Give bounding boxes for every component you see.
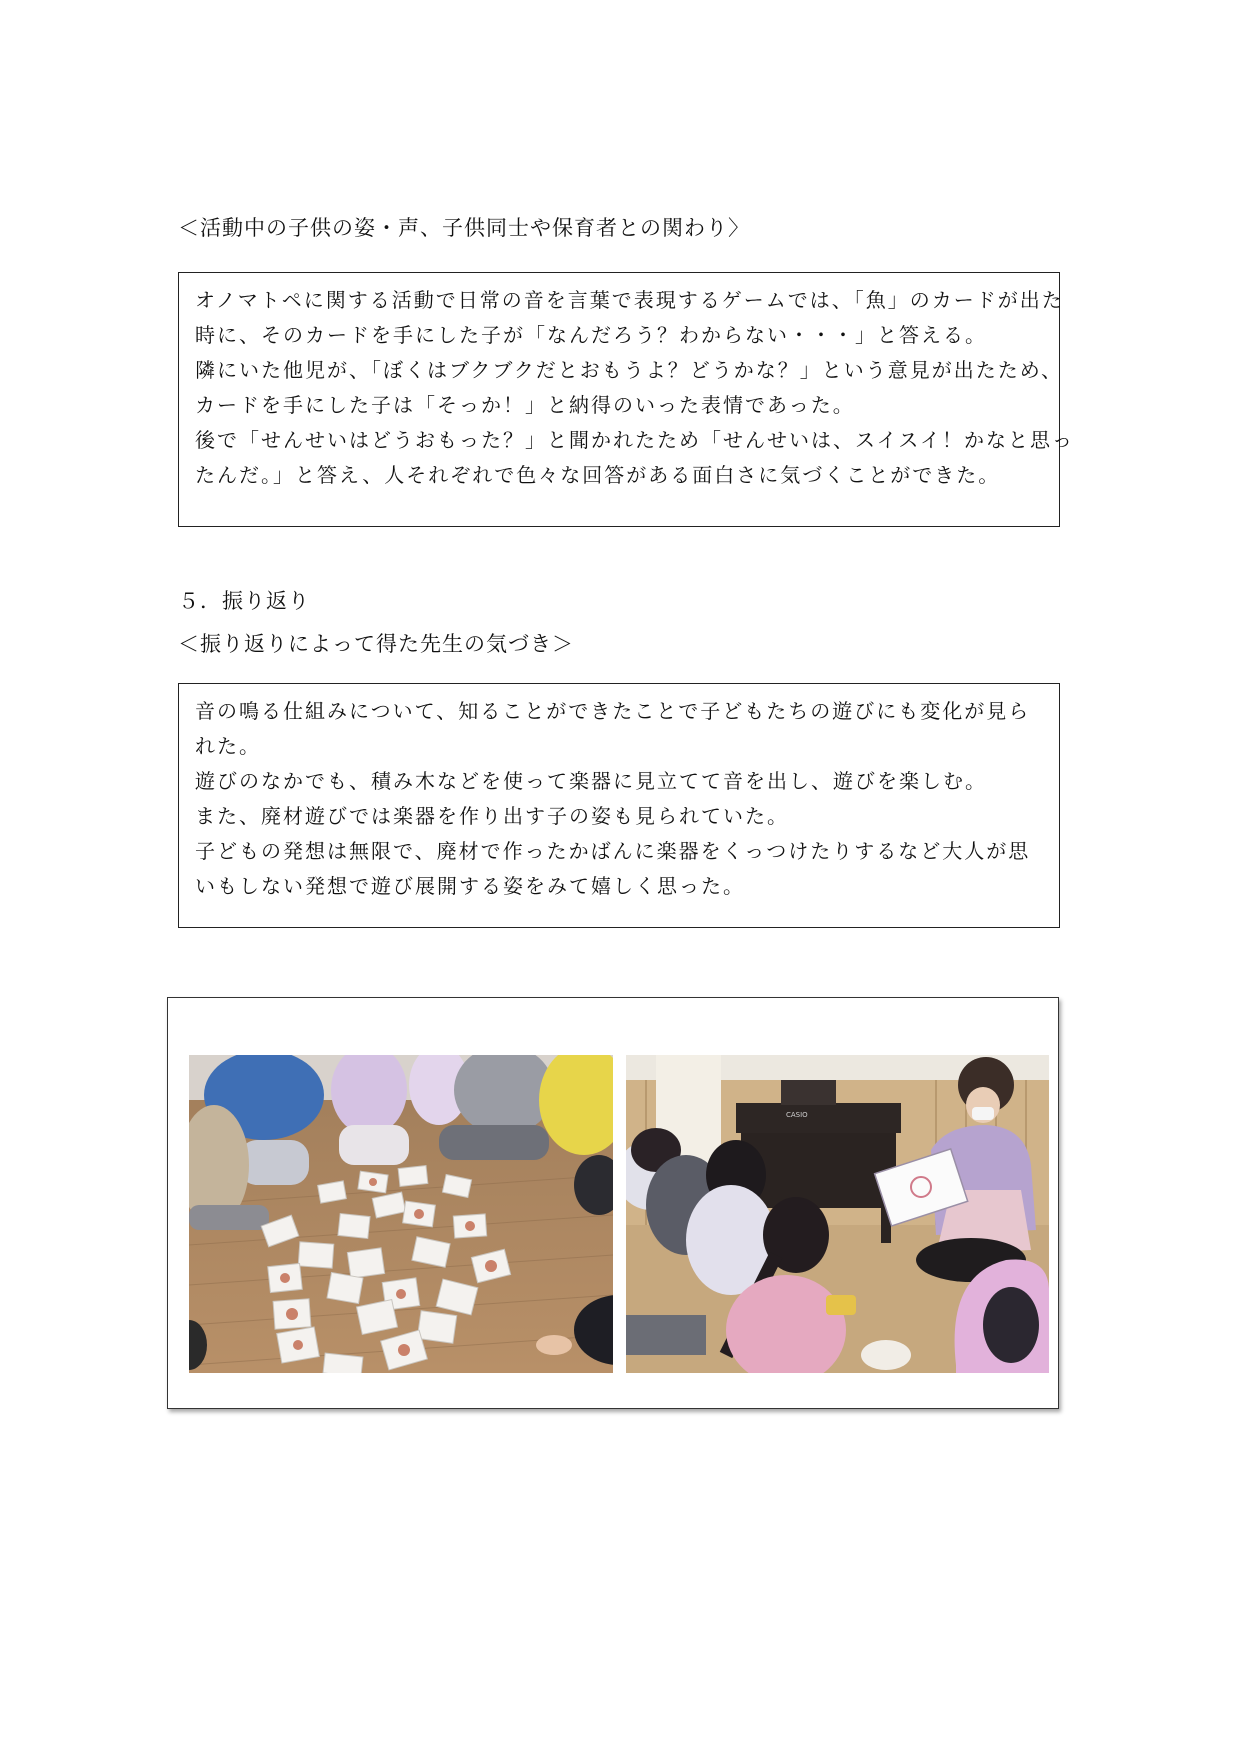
photo-frame [167, 997, 1059, 1409]
section2-line: 子どもの発想は無限で、廃材で作ったかばんに楽器をくっつけたりするなど大人が思 [195, 839, 1031, 863]
section1-line: 隣にいた他児が、「ぼくはブクブクだとおもうよ？どうかな？」という意見が出たため、 [195, 358, 1063, 382]
section1-text-box [178, 272, 1074, 527]
section2-line: また、廃材遊びでは楽器を作り出す子の姿も見られていた。 [195, 804, 789, 828]
section2-line: れた。 [195, 734, 261, 758]
section1-heading: ＜活動中の子供の姿・声、子供同士や保育者との関わり〉 [178, 216, 750, 240]
section2-text-box [178, 683, 1060, 928]
section2-heading: ＜振り返りによって得た先生の気づき＞ [178, 632, 574, 656]
section2-line: 音の鳴る仕組みについて、知ることができたことで子どもたちの遊びにも変化が見ら [195, 699, 1031, 723]
section2-title: ５．振り返り [178, 589, 310, 613]
photo-teacher-with-children [626, 1055, 1049, 1373]
section1-line: 時に、そのカードを手にした子が「なんだろう？わからない・・・」と答える。 [195, 323, 987, 347]
piano-brand-label: CASIO [786, 1111, 808, 1119]
section2-line: いもしない発想で遊び展開する姿をみて嬉しく思った。 [195, 874, 745, 898]
section1-line: オノマトペに関する活動で日常の音を言葉で表現するゲームでは、「魚」のカードが出た [195, 288, 1064, 312]
photo-cards-on-floor [189, 1055, 613, 1373]
section1-line: 後で「せんせいはどうおもった？」と聞かれたため「せんせいは、スイスイ！かなと思っ [195, 428, 1074, 452]
section1-line: たんだ。」と答え、人それぞれで色々な回答がある面白さに気づくことができた。 [195, 463, 1001, 487]
section2-line: 遊びのなかでも、積み木などを使って楽器に見立てて音を出し、遊びを楽しむ。 [195, 769, 987, 793]
section1-line: カードを手にした子は「そっか！」と納得のいった表情であった。 [195, 393, 855, 417]
